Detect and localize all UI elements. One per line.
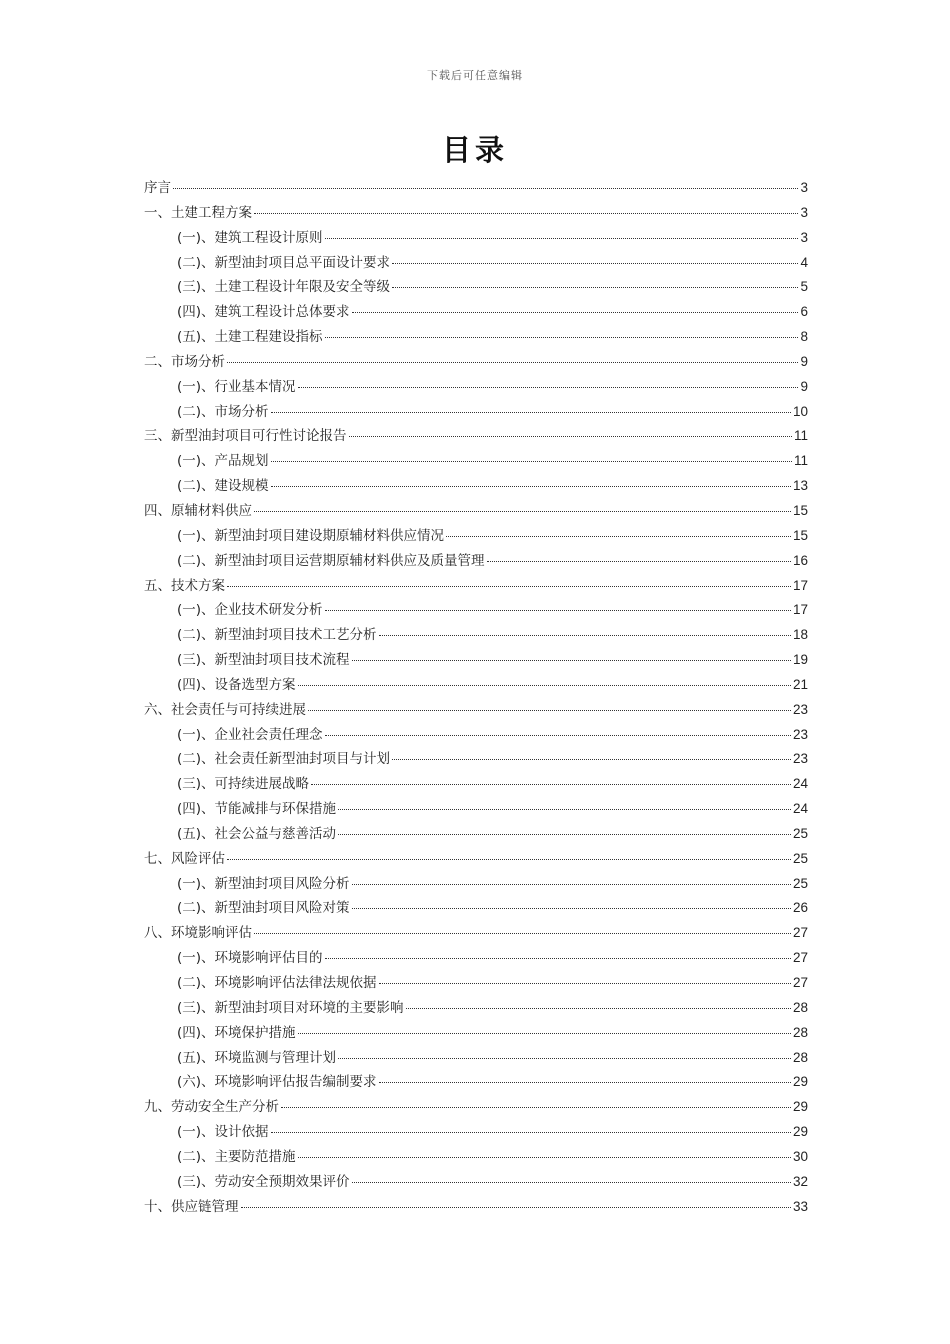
toc-dot-leader (379, 634, 791, 636)
toc-entry[interactable] (144, 896, 808, 921)
toc-entry[interactable] (144, 1046, 808, 1071)
toc-entry[interactable] (144, 524, 808, 549)
toc-entry-label: (一)、产品规划 (177, 453, 269, 470)
toc-entry-page-number: 27 (792, 975, 808, 990)
toc-entry[interactable] (144, 1021, 808, 1046)
toc-dot-leader (241, 1206, 791, 1208)
toc-dot-leader (227, 858, 791, 860)
toc-entry[interactable] (144, 723, 808, 748)
toc-entry-page-number: 15 (792, 527, 808, 543)
toc-entry[interactable] (144, 201, 808, 226)
toc-dot-leader (325, 237, 799, 239)
toc-entry-page-number: 24 (792, 776, 808, 792)
toc-entry-page-number: 11 (793, 453, 808, 469)
toc-entry-label: (四)、节能减排与环保措施 (177, 801, 337, 818)
toc-entry-label: (二)、社会责任新型油封项目与计划 (177, 751, 391, 768)
toc-entry-page-number: 25 (792, 850, 808, 866)
toc-dot-leader (392, 262, 798, 264)
toc-entry-page-number: 17 (792, 602, 808, 618)
toc-entry-label: (五)、土建工程建设指标 (177, 329, 323, 346)
toc-entry[interactable] (144, 499, 808, 524)
toc-entry[interactable] (144, 797, 808, 822)
toc-dot-leader (325, 609, 791, 611)
toc-dot-leader (271, 460, 792, 462)
toc-entry-label: (三)、可持续进展战略 (177, 776, 310, 793)
toc-entry[interactable] (144, 847, 808, 872)
toc-dot-leader (352, 1181, 791, 1183)
toc-dot-leader (254, 212, 798, 214)
toc-entry-page-number: 4 (800, 254, 808, 270)
toc-entry-page-number: 13 (792, 478, 808, 494)
toc-entry-label: (五)、社会公益与慈善活动 (177, 825, 337, 842)
toc-entry[interactable] (144, 872, 808, 897)
toc-entry[interactable] (144, 822, 808, 847)
toc-entry-label: (二)、新型油封项目风险对策 (177, 900, 350, 917)
toc-dot-leader (379, 982, 791, 984)
toc-dot-leader (271, 485, 791, 487)
toc-entry-label: (六)、环境影响评估报告编制要求 (177, 1074, 377, 1091)
toc-entry-label: (二)、新型油封项目技术工艺分析 (177, 627, 377, 644)
toc-entry-label: (一)、企业社会责任理念 (177, 726, 323, 743)
toc-entry-label: 九、劳动安全生产分析 (144, 1099, 279, 1116)
toc-entry-page-number: 32 (792, 1173, 808, 1189)
toc-dot-leader (298, 684, 791, 686)
toc-entry-page-number: 29 (792, 1124, 808, 1140)
toc-entry[interactable] (144, 176, 808, 201)
toc-dot-leader (325, 957, 791, 959)
toc-entry[interactable] (144, 673, 808, 698)
toc-title: 目录 (441, 133, 508, 167)
toc-entry-page-number: 28 (792, 1024, 808, 1040)
toc-entry-label: (三)、新型油封项目技术流程 (177, 652, 350, 669)
toc-dot-leader (271, 1131, 791, 1133)
toc-entry-label: (一)、新型油封项目建设期原辅材料供应情况 (177, 527, 445, 544)
toc-dot-leader (392, 758, 791, 760)
toc-entry-page-number: 9 (800, 378, 808, 394)
toc-entry-page-number: 25 (792, 825, 808, 841)
toc-entry-label: (一)、设计依据 (177, 1124, 269, 1141)
toc-entry[interactable] (144, 325, 808, 350)
toc-dot-leader (392, 286, 798, 288)
toc-entry-page-number: 27 (792, 925, 808, 941)
toc-dot-leader (325, 734, 791, 736)
toc-entry[interactable] (144, 226, 808, 251)
toc-entry-label: (二)、新型油封项目总平面设计要求 (177, 254, 391, 271)
toc-entry[interactable] (144, 1145, 808, 1170)
toc-entry[interactable] (144, 449, 808, 474)
toc-entry[interactable] (144, 300, 808, 325)
toc-entry-label: (一)、环境影响评估目的 (177, 950, 323, 967)
toc-entry-page-number: 28 (792, 999, 808, 1015)
toc-entry-label: (一)、行业基本情况 (177, 378, 296, 395)
toc-dot-leader (227, 585, 791, 587)
toc-dot-leader (379, 1081, 791, 1083)
toc-entry-label: 十、供应链管理 (144, 1198, 239, 1215)
toc-dot-leader (487, 560, 791, 562)
toc-dot-leader (349, 435, 792, 437)
toc-entry[interactable] (144, 574, 808, 599)
toc-dot-leader (254, 510, 791, 512)
toc-entry-page-number: 10 (792, 403, 808, 419)
toc-entry-page-number: 3 (800, 229, 808, 245)
toc-entry-label: 二、市场分析 (144, 353, 225, 370)
toc-dot-leader (311, 783, 791, 785)
toc-entry[interactable] (144, 275, 808, 300)
toc-entry[interactable] (144, 772, 808, 797)
toc-entry-page-number: 24 (792, 801, 808, 817)
toc-entry[interactable] (144, 598, 808, 623)
toc-dot-leader (173, 187, 798, 189)
toc-entry-label: (三)、劳动安全预期效果评价 (177, 1173, 350, 1190)
toc-entry-label: (二)、新型油封项目运营期原辅材料供应及质量管理 (177, 552, 485, 569)
toc-entry-page-number: 23 (792, 701, 808, 717)
toc-entry[interactable] (144, 1070, 808, 1095)
toc-dot-leader (338, 1057, 791, 1059)
toc-entry-page-number: 28 (792, 1049, 808, 1065)
toc-entry-label: 五、技术方案 (144, 577, 225, 594)
toc-entry-page-number: 16 (792, 552, 808, 568)
toc-entry[interactable] (144, 474, 808, 499)
toc-entry-label: (二)、环境影响评估法律法规依据 (177, 975, 377, 991)
toc-entry-page-number: 27 (792, 950, 808, 966)
toc-entry[interactable] (144, 648, 808, 673)
toc-entry-label: 一、土建工程方案 (144, 204, 252, 221)
toc-entry-label: 六、社会责任与可持续进展 (144, 701, 306, 718)
toc-dot-leader (281, 1106, 791, 1108)
toc-entry[interactable] (144, 747, 808, 772)
toc-entry-page-number: 17 (792, 577, 808, 593)
toc-entry-label: (二)、市场分析 (177, 403, 269, 420)
toc-entry-label: 三、新型油封项目可行性讨论报告 (144, 428, 347, 445)
toc-dot-leader (308, 709, 791, 711)
toc-entry-page-number: 11 (793, 428, 808, 444)
toc-entry-page-number: 25 (792, 875, 808, 891)
toc-entry-page-number: 29 (792, 1099, 808, 1115)
toc-dot-leader (338, 808, 791, 810)
toc-entry-page-number: 8 (800, 329, 808, 345)
toc-entry-label: 七、风险评估 (144, 850, 225, 867)
toc-entry-page-number: 3 (800, 180, 808, 195)
toc-entry[interactable] (144, 1095, 808, 1120)
toc-entry-page-number: 6 (800, 304, 808, 320)
toc-entry[interactable] (144, 996, 808, 1021)
toc-dot-leader (298, 1032, 791, 1034)
toc-dot-leader (227, 361, 798, 363)
toc-entry[interactable] (144, 698, 808, 723)
toc-entry-page-number: 30 (792, 1148, 808, 1164)
toc-entry-page-number: 19 (792, 652, 808, 668)
toc-dot-leader (254, 932, 791, 934)
toc-entry-label: (四)、环境保护措施 (177, 1024, 296, 1041)
toc-entry-label: (五)、环境监测与管理计划 (177, 1049, 337, 1066)
toc-entry-label: (三)、土建工程设计年限及安全等级 (177, 279, 391, 296)
toc-dot-leader (352, 311, 799, 313)
toc-entry-page-number: 9 (800, 353, 808, 369)
toc-entry-label: (二)、主要防范措施 (177, 1148, 296, 1165)
toc-dot-leader (352, 907, 791, 909)
toc-entry[interactable] (144, 1195, 808, 1220)
table-of-contents (144, 176, 808, 1219)
toc-dot-leader (446, 535, 791, 537)
toc-entry-label: 四、原辅材料供应 (144, 502, 252, 519)
toc-dot-leader (325, 336, 799, 338)
toc-entry-label: (二)、建设规模 (177, 478, 269, 495)
toc-dot-leader (352, 659, 791, 661)
toc-entry[interactable] (144, 1170, 808, 1195)
toc-entry-page-number: 23 (792, 726, 808, 742)
toc-entry-page-number: 15 (792, 502, 808, 518)
toc-dot-leader (298, 386, 799, 388)
toc-dot-leader (352, 883, 791, 885)
toc-entry-page-number: 21 (792, 676, 808, 692)
toc-dot-leader (271, 411, 791, 413)
toc-entry-page-number: 26 (792, 900, 808, 916)
toc-entry[interactable] (144, 424, 808, 449)
toc-entry[interactable] (144, 549, 808, 574)
toc-entry-page-number: 3 (800, 204, 808, 220)
toc-entry-page-number: 18 (792, 627, 808, 643)
toc-entry[interactable] (144, 946, 808, 971)
toc-entry-label: (三)、新型油封项目对环境的主要影响 (177, 999, 404, 1016)
toc-entry-page-number: 29 (792, 1074, 808, 1090)
toc-entry-label: (一)、新型油封项目风险分析 (177, 875, 350, 892)
toc-entry-label: (一)、企业技术研发分析 (177, 602, 323, 619)
toc-entry[interactable] (144, 350, 808, 375)
toc-dot-leader (338, 833, 791, 835)
toc-dot-leader (298, 1156, 791, 1158)
toc-entry[interactable] (144, 251, 808, 276)
toc-entry-page-number: 5 (800, 279, 808, 295)
toc-entry-page-number: 33 (792, 1198, 808, 1214)
toc-entry[interactable] (144, 623, 808, 648)
toc-entry[interactable] (144, 1120, 808, 1145)
toc-dot-leader (406, 1007, 791, 1009)
toc-entry[interactable] (144, 400, 808, 425)
toc-entry[interactable] (144, 921, 808, 946)
toc-entry-label: 序言 (144, 180, 171, 196)
toc-entry-label: (四)、设备选型方案 (177, 676, 296, 693)
toc-entry-label: 八、环境影响评估 (144, 925, 252, 942)
toc-entry-label: (一)、建筑工程设计原则 (177, 229, 323, 246)
header-note: 下载后可任意编辑 (427, 69, 523, 82)
toc-entry-label: (四)、建筑工程设计总体要求 (177, 304, 350, 321)
toc-entry-page-number: 23 (792, 751, 808, 767)
toc-entry[interactable] (144, 971, 808, 996)
toc-entry[interactable] (144, 375, 808, 400)
